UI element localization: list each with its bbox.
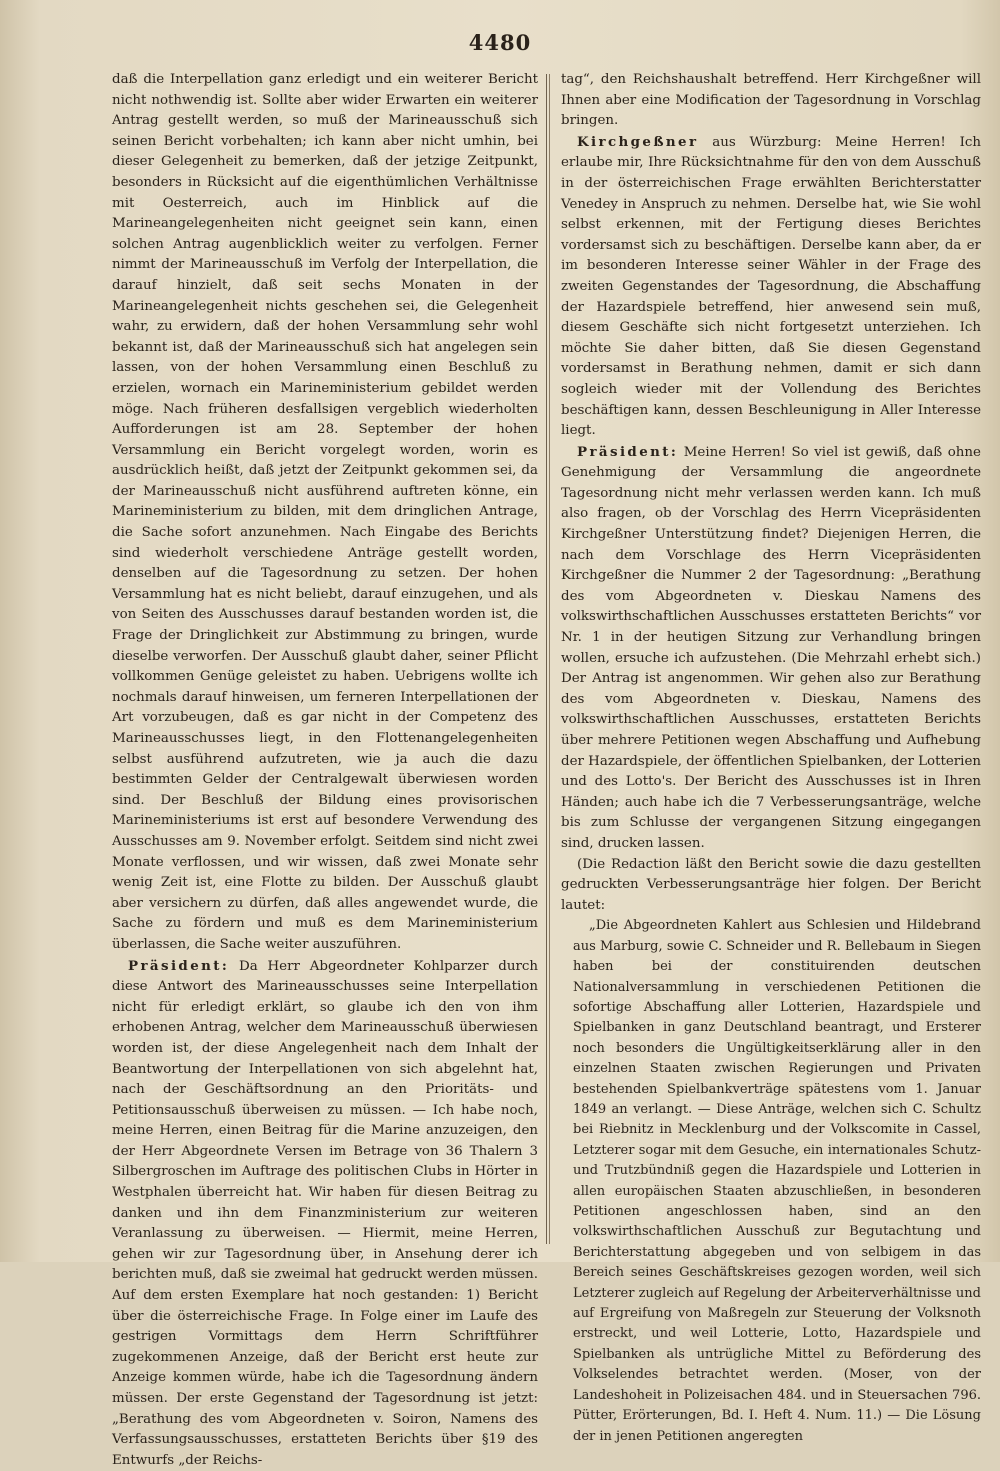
right-column [561,70,981,1447]
right-paragraph-2 [561,132,981,442]
speaker-label: Präsident: [577,443,679,460]
speaker-origin: aus Würzburg: [712,134,822,150]
report-quote: „Die Abgeordneten Kahlert aus Schlesien und Hildebrand aus Marburg, sowie C. Schneider und R. Bellebaum in Siegen haben bei der constituirenden deutschen Nationalversammlung in verschiedenen Petitionen die sofortige Abschaffung aller Lotterien, Hazardspiele und Spielbanken in ganz Deutschland beantragt, und Ersterer noch besonders die Ungültigkeitserklärung aller in den einzelnen Staaten zwischen Regierungen und Privaten bestehenden Spielbankverträge spätestens vom 1. Januar 1849 an verlangt. — Diese Anträge, welchen sich C. Schultz bei Riebnitz in Mecklenburg und der Volkscomite in Cassel, Letzterer sogar mit dem Gesuche, ein internationales Schutz- und Trutzbündniß gegen die Hazardspiele und Lotterien in allen europäischen Staaten abzuschließen, in besonderen Petitionen angeschlossen haben, sind an den volkswirthschaftlichen Ausschuß zur Begutachtung und Berichterstattung abgegeben und von selbigem in das Bereich seines Geschäftskreises gezogen worden, weil sich Letzterer zugleich auf Regelung der Arbeiterverhältnisse und auf Ergreifung von Maßregeln zur Steuerung der Volksnoth erstreckt, und weil Lotterie, Lotto, Hazardspiele und Spielbanken als untrügliche Mittel zu Beförderung des Volkselendes betrachtet werden. (Moser, von der Landeshoheit in Polizeisachen 484. und in Steuersachen 796. Pütter, Erörterungen, Bd. I. Heft 4. Num. 11.) — Die Lösung der in jenen Petitionen angeregten [573,918,981,1444]
left-paragraph-1: daß die Interpellation ganz erledigt und ein weiterer Bericht nicht nothwendig ist. Sollte aber wider Erwarten ein weiterer Antrag gestellt werden, so muß der Marineausschuß sich seinen Bericht vorbehalten; ich kann aber nicht umhin, bei dieser Gelegenheit zu bemerken, daß der jetzige Zeitpunkt, besonders in Rücksicht auf die eigenthümlichen Verhältnisse mit Oesterreich, auch im Hinblick auf die Marineangelegenheiten nicht geeignet sein kann, einen solchen Antrag augenblicklich weiter zu verfolgen. Ferner nimmt der Marineausschuß im Verfolg der Interpellation, die darauf hinzielt, daß seit sechs Monaten in der Marineangelegenheit nichts geschehen sei, die Gelegenheit wahr, zu erwidern, daß der hohen Versammlung sehr wohl bekannt ist, daß der Marineausschuß sich hat angelegen sein lassen, von der hohen Versammlung einen Beschluß zu erzielen, wornach ein Marineministerium gebildet werden möge. Nach früheren desfallsigen vergeblich wiederholten Aufforderungen ist am 28. September der hohen Versammlung ein Bericht vorgelegt worden, worin es ausdrücklich heißt, daß jetzt der Zeitpunkt gekommen sei, da der Marineausschuß nicht ausführend auftreten könne, ein Marineministerium zu bilden, mit dem dringlichen Antrage, die Sache sofort anzunehmen. Nach Eingabe des Berichts sind wiederholt verschiedene Anträge gestellt worden, denselben auf die Tagesordnung zu setzen. Der hohen Versammlung hat es nicht beliebt, darauf einzugehen, und als von Seiten des Ausschusses darauf bestanden worden ist, die Frage der Dringlichkeit zur Abstimmung zu bringen, wurde dieselbe verworfen. Der Ausschuß glaubt daher, seiner Pflicht vollkommen Genüge geleistet zu haben. Uebrigens wollte ich nochmals darauf hinweisen, um ferneren Interpellationen der Art vorzubeugen, daß es gar nicht in der Competenz des Marineausschusses liegt, in den Flottenangelegenheiten selbst ausführend aufzutreten, wie ja auch die dazu bestimmten Gelder der Centralgewalt überwiesen worden sind. Der Beschluß der Bildung eines provisorischen Marineministeriums ist erst auf besondere Verwendung des Ausschusses am 9. November erfolgt. Seitdem sind nicht zwei Monate verflossen, und wir wissen, daß zwei Monate sehr wenig Zeit ist, eine Flotte zu bilden. Der Ausschuß glaubt aber versichern zu dürfen, daß alles angewendet wurde, die Sache zu fördern und muß es dem Marineministerium überlassen, die Sache weiter auszuführen. [112,72,538,952]
speaker-label: Kirchgeßner [577,133,699,150]
speech-text: Meine Herren! So viel ist gewiß, daß ohne Genehmigung der Versammlung die angeordnete Tagesordnung nicht mehr verlassen werden kann. Ich muß also fragen, ob der Vorschlag des Herrn Vicepräsidenten Kirchgeßner Unterstützung findet? Diejenigen Herren, die nach dem Vorschlage des Herrn Vicepräsidenten Kirchgeßner die Nummer 2 der Tagesordnung: „Berathung des vom Abgeordneten v. Dieskau Namens des volkswirthschaftlichen Ausschusses erstatteten Berichts“ vor Nr. 1 in der heutigen Sitzung zur Verhandlung bringen wollen, ersuche ich aufzustehen. (Die Mehrzahl erhebt sich.) Der Antrag ist angenommen. Wir gehen also zur Berathung des vom Abgeordneten v. Dieskau, Namens des volkswirthschaftlichen Ausschusses, erstatteten Berichts über mehrere Petitionen wegen Abschaffung und Aufhebung der Hazardspiele, der öffentlichen Spielbanken, der Lotterien und des Lotto's. Der Bericht des Ausschusses ist in Ihren Händen; auch habe ich die 7 Verbesserungsanträge, welche bis zum Schlusse der vergangenen Sitzung eingegangen sind, drucken lassen. [561,444,981,851]
right-paragraph-3 [561,442,981,855]
speaker-label: Präsident: [128,957,230,974]
editorial-note: (Die Redaction läßt den Bericht sowie die dazu gestellten gedruckten Verbesserungsanträge hier folgen. Der Bericht lautet: [561,856,981,913]
right-paragraph-1: tag“, den Reichshaushalt betreffend. Herr Kirchgeßner will Ihnen aber eine Modification der Tagesordnung in Vorschlag bringen. [561,72,981,129]
left-paragraph-2 [112,956,538,1471]
page-number: 4480 [468,30,532,55]
column-divider [546,74,547,1244]
column-divider-inner [549,74,550,1244]
speech-text: Da Herr Abgeordneter Kohlparzer durch diese Antwort des Marineausschusses seine Interpellation nicht für erledigt erklärt, so glaube ich den von ihm erhobenen Antrag, welcher dem Marineausschuß überwiesen worden ist, der diese Angelegenheit nach dem Inhalt der Beantwortung der Interpellationen von sich abgelehnt hat, nach der Geschäftsordnung an den Prioritäts- und Petitionsausschuß überweisen zu müssen. — Ich habe noch, meine Herren, einen Beitrag für die Marine anzuzeigen, den der Herr Abgeordnete Versen im Betrage von 36 Thalern 3 Silbergroschen im Auftrage des politischen Clubs in Hörter in Westphalen überreicht hat. Wir haben für diesen Beitrag zu danken und ihn dem Finanzministerium zur weiteren Veranlassung zu überweisen. — Hiermit, meine Herren, gehen wir zur Tagesordnung über, in Ansehung derer ich berichten muß, daß sie zweimal hat gedruckt werden müssen. Auf dem ersten Exemplare hat noch gestanden: 1) Bericht über die österreichische Frage. In Folge einer im Laufe des gestrigen Vormittags dem Herrn Schriftführer zugekommenen Anzeige, daß der Bericht erst heute zur Anzeige kommen würde, habe ich die Tagesordnung ändern müssen. Der erste Gegenstand der Tagesordnung ist jetzt: „Berathung des vom Abgeordneten v. Soiron, Namens des Verfassungsausschusses, erstatteten Berichts über §19 des Entwurfs „der Reichs- [112,958,538,1468]
left-column [112,70,538,1471]
speech-text: Meine Herren! Ich erlaube mir, Ihre Rücksichtnahme für den von dem Ausschuß in der österreichischen Frage erwählten Berichterstatter Venedey in Anspruch zu nehmen. Derselbe hat, wie Sie wohl selbst erkennen, mit der Fertigung dieses Berichtes vordersamst sich zu beschäftigen. Derselbe kann aber, da er im besonderen Interesse seiner Wähler in der Frage des zweiten Gegenstandes der Tagesordnung, die Abschaffung der Hazardspiele betreffend, hier anwesend sein muß, diesem Geschäfte sich nicht fortgesetzt unterziehen. Ich möchte Sie daher bitten, daß Sie diesen Gegenstand vordersamst in Berathung nehmen, damit er sich dann sogleich wieder mit der Vollendung des Berichtes beschäftigen kann, dessen Beschleunigung in Aller Interesse liegt. [561,134,981,439]
